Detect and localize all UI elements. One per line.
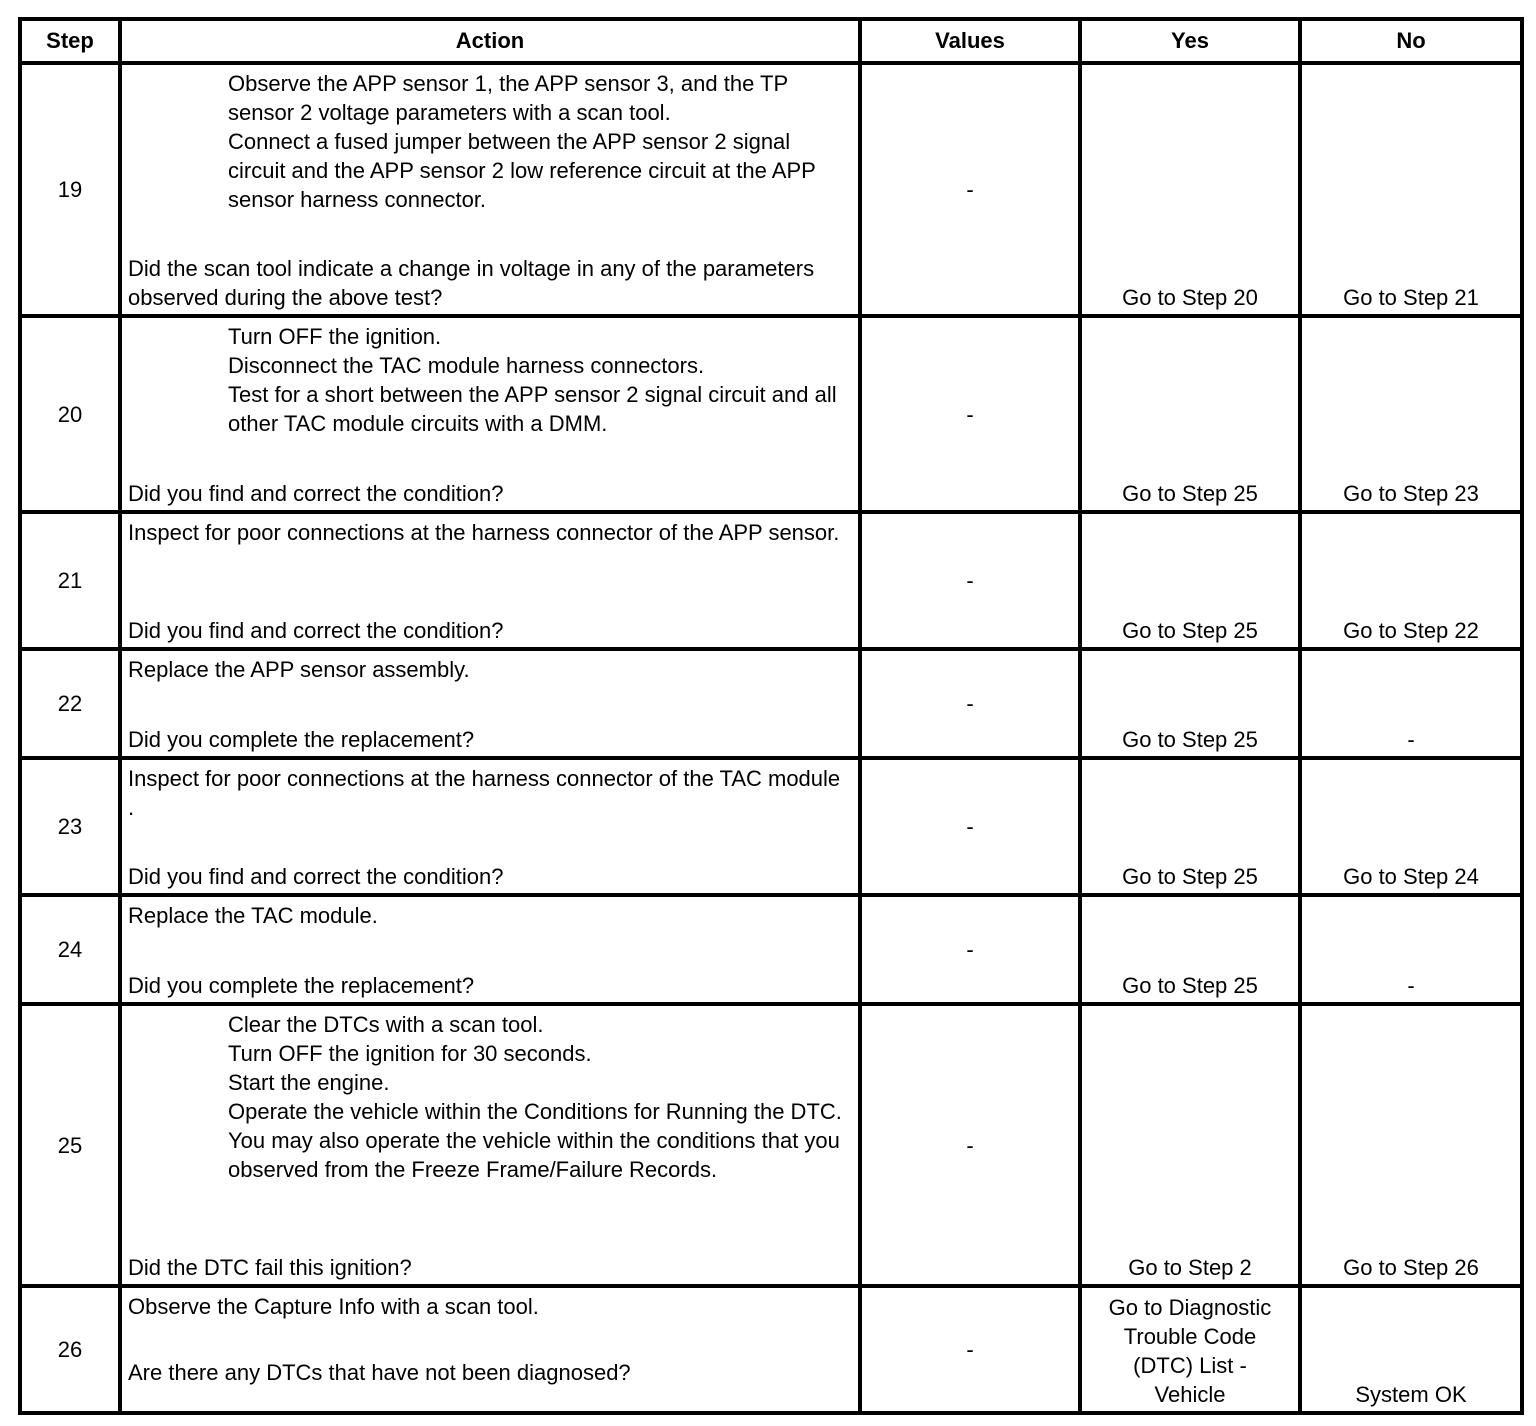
- yes-cell: Go to Step 25: [1080, 316, 1300, 512]
- table-row: [20, 316, 1522, 512]
- header-row: [20, 19, 1522, 63]
- diagnostic-table: [18, 17, 1524, 1415]
- instruction: Operate the vehicle within the Conditions for Running the DTC. You may also operate the vehicle within the conditions that you observed from the Freeze Frame/Failure Records.: [228, 1099, 842, 1182]
- instruction: Turn OFF the ignition.: [228, 324, 442, 349]
- instruction-list: [128, 69, 852, 214]
- question: Did you find and correct the condition?: [128, 618, 504, 643]
- table-row: [20, 758, 1522, 895]
- step-number: 23: [20, 758, 120, 895]
- yes-cell: Go to Diagnostic Trouble Code (DTC) List - Vehicle: [1080, 1286, 1300, 1413]
- table-row: [20, 512, 1522, 649]
- values-cell: -: [860, 512, 1080, 649]
- no-cell: Go to Step 24: [1300, 758, 1522, 895]
- header-no: No: [1300, 19, 1522, 63]
- action-cell: [120, 1286, 860, 1413]
- instruction: Connect a fused jumper between the APP sensor 2 signal circuit and the APP sensor 2 low reference circuit at the APP sensor harness connector.: [228, 129, 816, 212]
- no-cell: -: [1300, 649, 1522, 758]
- instruction-list: [128, 322, 852, 438]
- instruction: Start the engine.: [228, 1070, 390, 1095]
- statement: Inspect for poor connections at the harness connector of the TAC module .: [128, 766, 841, 820]
- values-cell: -: [860, 1004, 1080, 1286]
- yes-cell: Go to Step 25: [1080, 758, 1300, 895]
- no-cell: Go to Step 21: [1300, 63, 1522, 316]
- instruction-list: [128, 1010, 852, 1184]
- action-cell: [120, 316, 860, 512]
- values-cell: -: [860, 316, 1080, 512]
- yes-cell: Go to Step 25: [1080, 895, 1300, 1004]
- question: Did the DTC fail this ignition?: [128, 1255, 412, 1280]
- step-number: 20: [20, 316, 120, 512]
- instruction: Observe the APP sensor 1, the APP sensor 3, and the TP sensor 2 voltage parameters with a scan tool.: [228, 71, 788, 125]
- no-cell: Go to Step 26: [1300, 1004, 1522, 1286]
- step-number: 25: [20, 1004, 120, 1286]
- header-values: Values: [860, 19, 1080, 63]
- no-cell: -: [1300, 895, 1522, 1004]
- statement: Observe the Capture Info with a scan tool.: [128, 1294, 539, 1319]
- yes-cell: Go to Step 20: [1080, 63, 1300, 316]
- header-step: Step: [20, 19, 120, 63]
- instruction: Clear the DTCs with a scan tool.: [228, 1012, 544, 1037]
- header-action: Action: [120, 19, 860, 63]
- step-number: 21: [20, 512, 120, 649]
- table-row: [20, 1286, 1522, 1413]
- action-cell: [120, 758, 860, 895]
- step-number: 24: [20, 895, 120, 1004]
- table-row: [20, 895, 1522, 1004]
- question: Did you find and correct the condition?: [128, 864, 504, 889]
- instruction: Turn OFF the ignition for 30 seconds.: [228, 1041, 592, 1066]
- table-row: [20, 63, 1522, 316]
- table-row: [20, 649, 1522, 758]
- action-cell: [120, 1004, 860, 1286]
- action-cell: [120, 63, 860, 316]
- yes-cell: Go to Step 25: [1080, 649, 1300, 758]
- question: Did the scan tool indicate a change in voltage in any of the parameters observed during the above test?: [128, 256, 815, 310]
- values-cell: -: [860, 1286, 1080, 1413]
- step-number: 26: [20, 1286, 120, 1413]
- values-cell: -: [860, 63, 1080, 316]
- action-cell: [120, 895, 860, 1004]
- instruction: Disconnect the TAC module harness connectors.: [228, 353, 705, 378]
- values-cell: -: [860, 649, 1080, 758]
- no-cell: Go to Step 23: [1300, 316, 1522, 512]
- yes-cell: Go to Step 2: [1080, 1004, 1300, 1286]
- step-number: 22: [20, 649, 120, 758]
- question: Did you find and correct the condition?: [128, 481, 504, 506]
- values-cell: -: [860, 895, 1080, 1004]
- question: Did you complete the replacement?: [128, 727, 475, 752]
- step-number: 19: [20, 63, 120, 316]
- question: Did you complete the replacement?: [128, 973, 475, 998]
- values-cell: -: [860, 758, 1080, 895]
- yes-cell: Go to Step 25: [1080, 512, 1300, 649]
- statement: Replace the TAC module.: [128, 903, 378, 928]
- action-cell: [120, 512, 860, 649]
- statement: Replace the APP sensor assembly.: [128, 657, 470, 682]
- no-cell: System OK: [1300, 1286, 1522, 1413]
- statement: Inspect for poor connections at the harness connector of the APP sensor.: [128, 520, 840, 545]
- header-yes: Yes: [1080, 19, 1300, 63]
- instruction: Test for a short between the APP sensor 2 signal circuit and all other TAC module circuits with a DMM.: [228, 382, 837, 436]
- action-cell: [120, 649, 860, 758]
- table-row: [20, 1004, 1522, 1286]
- no-cell: Go to Step 22: [1300, 512, 1522, 649]
- question: Are there any DTCs that have not been diagnosed?: [128, 1360, 631, 1385]
